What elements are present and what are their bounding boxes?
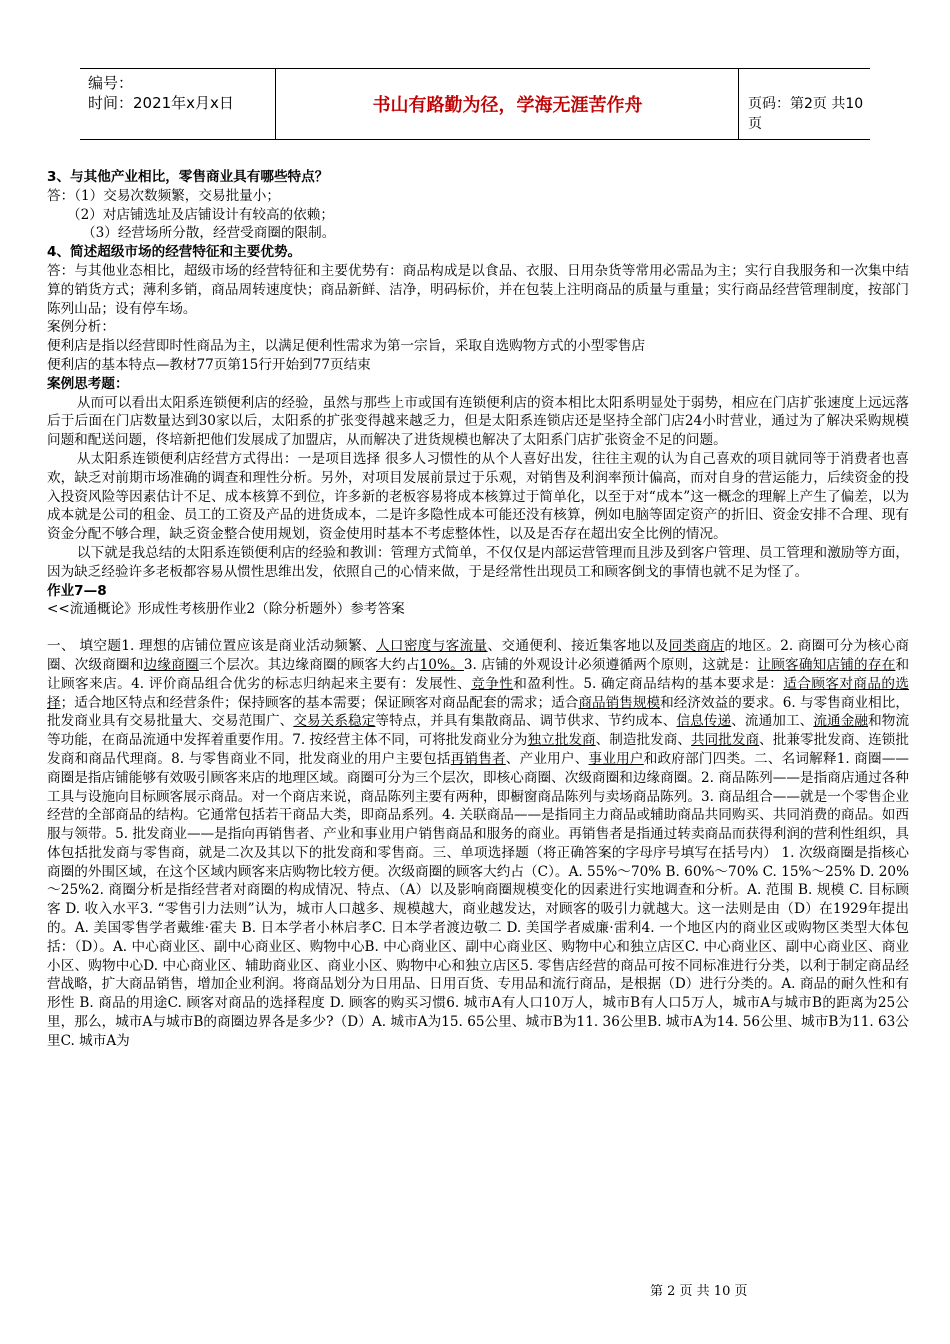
answer-text: 和盈利性。5. 确定商品结构的基本要求是： — [513, 675, 784, 692]
answer-text: 、制造批发商、 — [595, 732, 692, 749]
case-line-2: 便利店的基本特点—教材77页第15行开始到77页结束 — [47, 356, 371, 373]
header-info — [88, 73, 234, 113]
page-footer: 第 2 页 共 10 页 — [650, 1284, 748, 1299]
answer-text: 和物流等功能，在商品流通中发挥着重要作用。7. 按经营主体不同，可将批发商业分为 — [47, 713, 910, 749]
fill-in-answer: 人口密度与客流量 — [375, 638, 488, 655]
header-motto: 书山有路勤为径，学海无涯苦作舟 — [372, 95, 643, 116]
time-label: 时间：2021年x月x日 — [88, 94, 234, 112]
answer-text: 等特点，并具有集散商品、调节供求、节约成本、 — [375, 713, 677, 730]
case-label: 案例分析： — [47, 319, 115, 336]
q3-answer-3: （3）经营场所分散，经营受商圈的限制。 — [82, 225, 336, 242]
case-paragraph-2: 从太阳系连锁便利店经营方式得出：一是项目选择 很多人习惯性的从个人喜好出发，往往主观的认为自己喜欢的项目就同等于消费者也喜欢，缺乏对前期市场准确的调查和理性分析。另外，对项目发展前景过于乐观，对销售及利润率预计偏高，而对自身的营运能力，后续资金的投入投资风险等因素估计不足、成本核算不到位，许多新的老板容易将成本核算过于简单化，以至于对“成本”这一概念的理解上产生了偏差，以为成本就是公司的租金、员工的工资及产品的进货成本，二是许多隐性成本可能还没有核算，例如电脑等固定资产的折旧、资金安排不合理、现有资金分配不够合理，缺乏资金整合使用规划，资金使用时基本不考虑整体性，以及是否存在超出安全比例的情况。 — [47, 450, 909, 543]
answer-text: 的地区。2. 商圈可分为核心商圈、次级商圈和 — [47, 638, 910, 673]
homework-subtitle: <<流通概论》形成性考核册作业2（除分析题外）参考答案 — [47, 601, 405, 618]
case-paragraph-1: 从而可以看出太阳系连锁便利店的经验，虽然与那些上市或国有连锁便利店的资本相比太阳系明显处于弱势，相应在门店扩张速度上远远落后于后面在门店数量达到30家以后，太阳系的扩张变得越来越乏力，但是太阳系连锁店还是坚持全部门店24小时营业，通过为了解决采购规模问题和配送问题，佟培新把他们发展成了加盟店，从而解决了进货规模也解决了太阳系门店扩张资金不足的问题。 — [47, 394, 909, 449]
answer-text: 一、 填空题1. 理想的店铺位置应该是商业活动频繁、 — [47, 638, 376, 655]
fill-in-answer: 竞争性 — [471, 675, 514, 692]
header-divider — [275, 69, 276, 139]
q3-title: 3、与其他产业相比，零售商业具有哪些特点？ — [47, 169, 329, 185]
q3-answer-2: （2）对店铺选址及店铺设计有较高的依赖； — [67, 206, 334, 223]
answer-text: 、批兼零批发商、连锁批发商和商品代理商。8. 与零售商业不同，批发商业的用户主要包括 — [47, 732, 910, 767]
q4-answer: 答：与其他业态相比，超级市场的经营特征和主要优势有：商品构成是以食品、衣服、日用杂货等常用必需品为主；实行自我服务和一次集中结算的销货方式；薄利多销，商品周转速度快；商品新鲜、洁净，明码标价，并在包装上注明商品的质量与重量；实行商品经营管理制度，按部门陈列山品；设有停车场。 — [47, 262, 909, 317]
fill-in-answer: 事业用户 — [588, 750, 644, 767]
answer-text: 和经济效益的要求。6. 与零售商业相比，批发商业具有交易批量大、交易范围广、 — [47, 694, 909, 730]
q3-answer-1: 答：（1）交易次数频繁，交易批量小； — [47, 187, 280, 204]
answer-text: 、产业用户、 — [505, 750, 589, 767]
answer-text: 、流通加工、 — [731, 713, 814, 730]
page-header — [80, 68, 870, 140]
fill-in-answer: 同类商店 — [668, 638, 725, 655]
fill-in-answer: 适合顾客对商品的选择 — [47, 675, 910, 711]
number-label: 编号： — [88, 74, 134, 92]
homework-title: 作业7—8 — [47, 582, 107, 599]
fill-in-answer: 边缘商圈 — [143, 656, 199, 673]
document-body — [47, 168, 909, 1051]
answer-text: 和让顾客来店。4. 评价商品组合优劣的标志归纳起来主要有：发展性、 — [47, 656, 910, 692]
fill-in-answer: 信息传递 — [676, 713, 732, 730]
header-divider — [738, 69, 739, 139]
fill-in-answer: 独立批发商 — [527, 732, 596, 749]
answer-text: 3. 店铺的外观设计必须遵循两个原则，这就是： — [463, 656, 758, 673]
case-think-title: 案例思考题： — [47, 375, 129, 392]
fill-in-answer: 流通金融 — [813, 713, 869, 730]
case-paragraph-3: 以下就是我总结的太阳系连锁便利店的经验和教训：管理方式简单，不仅仅是内部运营管理而且涉及到客户管理、员工管理和激励等方面，因为缺乏经验许多老板都容易从惯性思维出发，依照自己的心情来做，于是经常性出现员工和顾客倒戈的事情也就不足为怪了。 — [47, 544, 909, 580]
fill-in-answer: 让顾客确知店铺的存在 — [757, 656, 896, 673]
answer-text: 、交通便利、接近集客地以及 — [487, 638, 669, 655]
fill-in-answer: 共同批发商 — [691, 732, 760, 749]
header-page-label: 页码：第2页 共10页 — [748, 96, 864, 132]
answer-text: 和政府部门四类。二、名词解释1. 商圈——商圈是指店铺能够有效吸引顾客来店的地理区域。商圈可分为三个层次，即核心商圈、次级商圈和边缘商圈。2. 商品陈列——是指商店通过各种工具与设施向目标顾客展示商品。对一个商店来说，商品陈列主要有两种，即橱窗商品陈列与卖场商品陈列。3. 商品组合——就是一个零售企业经营的全部商品的结构。它通常包括若干商品大类，即商品系列。4. 关联商品——是指同主力商品或辅助商品共同购买、共同消费的商品。如西服与领带。5. 批发商业——是指向再销售者、产业和事业用户销售商品和服务的商业。再销售者是指通过转卖商品而获得利润的营利性组织，具体包括批发商与零售商，就是二次及其以下的批发商和零售商。三、单项选择题（将正确答案的字母序号填写在括号内） 1. 次级商圈是指核心商圈的外围区域，在这个区域内顾客来店购物比较方便。次级商圈的顾客大约占（C）。A. 55%～70% B. 60%～70% C. 15%～25% D. 20%～25%2. 商圈分析是指经营者对商圈的构成情况、特点、（A）以及影响商圈规模变化的因素进行实地调查和分析。A. 范围 B. 规模 C. 目标顾客 D. 收入水平3. “零售引力法则”认为，城市人口越多、规模越大，商业越发达，对顾客的吸引力就越大。这一法则是由（D）在1929年提出的。A. 美国零售学者戴维·霍夫 B. 日本学者小林启孝C. 日本学者渡边敬二 D. 美国学者威廉·雷利4. 一个地区内的商业区或购物区类型大体包括：（D）。A. 中心商业区、副中心商业区、购物中心B. 中心商业区、副中心商业区、购物中心和独立店区C. 中心商业区、副中心商业区、商业小区、购物中心D. 中心商业区、辅助商业区、商业小区、购物中心和独立店区5. 零售店经营的商品可按不同标准进行分类，以利于制定商品经营战略，扩大商品销售，增加企业利润。将商品划分为日用品、日用百货、专用品和流行商品，是根据（D）进行分类的。A. 商品的耐久性和有形性 B. 商品的用途C. 顾客对商品的选择程度 D. 顾客的购买习惯6. 城市A有人口10万人，城市B有人口5万人，城市A与城市B的距离为25公里，那么，城市A与城市B的商圈边界各是多少?（D）A. 城市A为15. 65公里、城市B为11. 36公里B. 城市A为14. 56公里、城市B为11. 63公里C. 城市A为 — [47, 750, 910, 1049]
case-line-1: 便利店是指以经营即时性商品为主，以满足便利性需求为第一宗旨，采取自选购物方式的小型零售店 — [47, 338, 646, 355]
answer-paragraph — [47, 637, 909, 1051]
q4-title: 4、简述超级市场的经营特征和主要优势。 — [47, 244, 302, 261]
spacer — [47, 619, 909, 637]
fill-in-answer: 再销售者 — [450, 750, 506, 767]
answer-text: 三个层次。其边缘商圈的顾客大约占 — [198, 656, 420, 673]
fill-in-answer: 交易关系稳定 — [293, 713, 376, 730]
fill-in-answer: 10%。 — [419, 656, 464, 673]
fill-in-answer: 商品销售规模 — [578, 694, 661, 711]
answer-text: ；适合地区特点和经营条件；保持顾客的基本需要；保证顾客对商品配套的需求；适合 — [60, 694, 579, 711]
